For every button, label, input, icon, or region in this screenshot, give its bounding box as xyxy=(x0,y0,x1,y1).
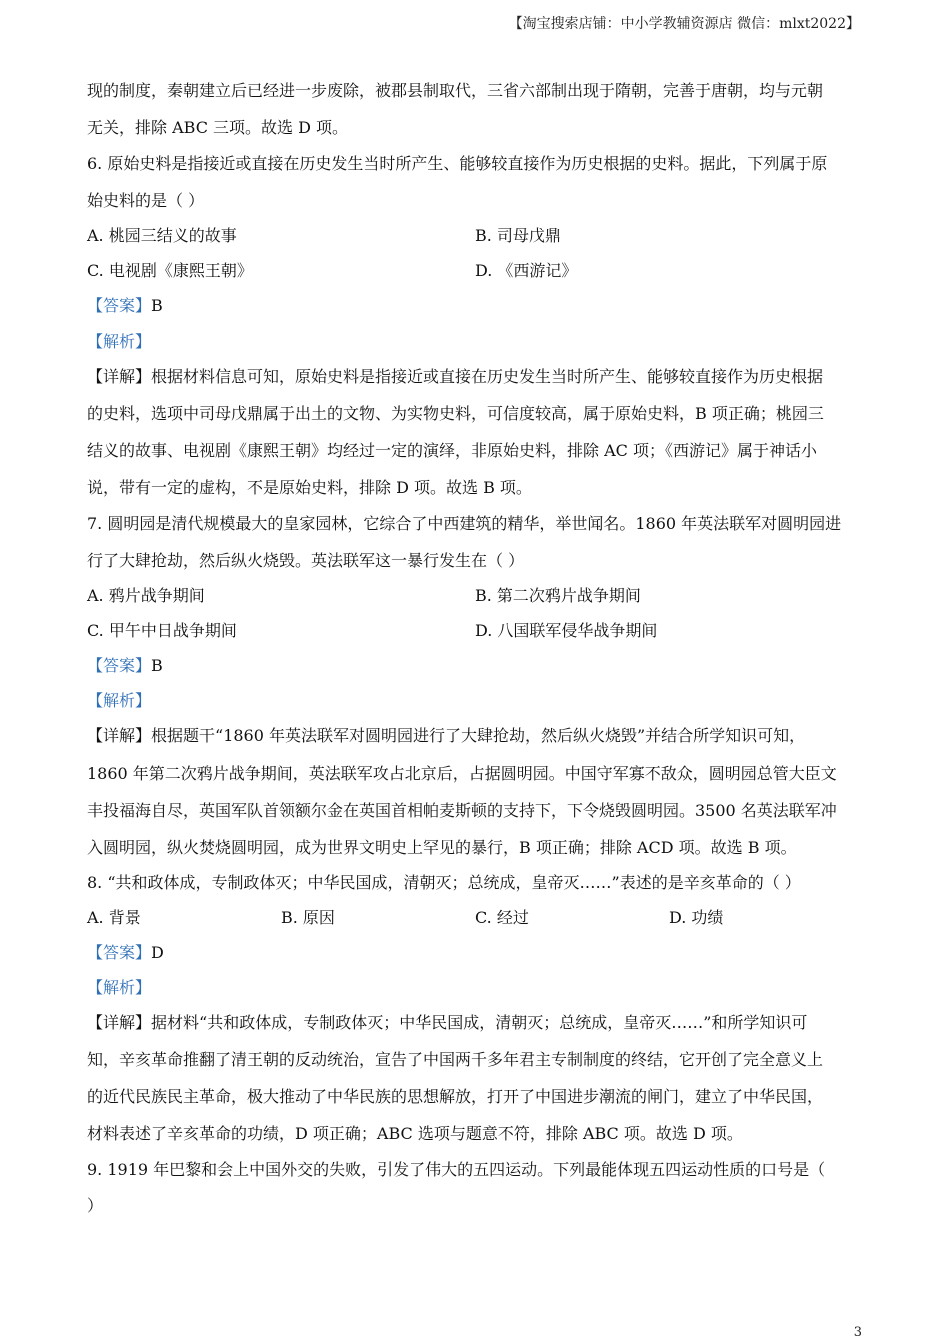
q8-detail: 材料表述了辛亥革命的功绩，D 项正确；ABC 选项与题意不符，排除 ABC 项。故选 D 项。 xyxy=(87,1124,743,1143)
detail-text: 据材料“共和政体成，专制政体灭；中华民国成，清朝灭；总统成，皇帝灭……”和所学知识可 xyxy=(151,1013,808,1032)
q6-option-d: D. 《西游记》 xyxy=(475,261,578,280)
answer-tag: 【答案】 xyxy=(87,296,152,315)
q6-stem: 6. 原始史料是指接近或直接在历史发生当时所产生、能够较直接作为历史根据的史料。据此，下列属于原 xyxy=(87,154,828,173)
answer-tag: 【答案】 xyxy=(87,656,152,675)
q7-option-c: C. 甲午中日战争期间 xyxy=(87,621,237,640)
q6-option-b: B. 司母戊鼎 xyxy=(475,226,561,245)
q6-option-c: C. 电视剧《康熙王朝》 xyxy=(87,261,253,280)
detail-tag: 【详解】 xyxy=(87,367,152,386)
q8-option-b: B. 原因 xyxy=(281,908,335,927)
q7-stem: 7. 圆明园是清代规模最大的皇家园林，它综合了中西建筑的精华，举世闻名。1860 年英法联军对圆明园进 xyxy=(87,514,842,533)
q6-detail: 的史料，选项中司母戊鼎属于出土的文物、为实物史料，可信度较高，属于原始史料，B 项正确；桃园三 xyxy=(87,404,824,423)
q8-option-d: D. 功绩 xyxy=(669,908,724,927)
q8-analysis-heading xyxy=(87,978,862,998)
q9-stem: 9. 1919 年巴黎和会上中国外交的失败，引发了伟大的五四运动。下列最能体现五四运动性质的口号是（ xyxy=(87,1160,826,1179)
q6-detail: 说，带有一定的虚构，不是原始史料，排除 D 项。故选 B 项。 xyxy=(87,478,532,497)
q6-detail: 结义的故事、电视剧《康熙王朝》均经过一定的演绎，非原始史料，排除 AC 项；《西游记》属于神话小 xyxy=(87,441,817,460)
q7-answer xyxy=(87,656,862,676)
page-number: 3 xyxy=(853,1325,862,1340)
q9-stem: ） xyxy=(87,1196,104,1215)
detail-text: 根据材料信息可知，原始史料是指接近或直接在历史发生当时所产生、能够较直接作为历史根据 xyxy=(151,367,824,386)
q7-detail: 入圆明园，纵火焚烧圆明园，成为世界文明史上罕见的暴行，B 项正确；排除 ACD 项。故选 B 项。 xyxy=(87,838,797,857)
q6-option-a: A. 桃园三结义的故事 xyxy=(87,226,237,245)
answer-value: D xyxy=(151,943,164,962)
q7-stem: 行了大肆抢劫，然后纵火烧毁。英法联军这一暴行发生在（ ） xyxy=(87,551,525,570)
q8-detail xyxy=(87,1013,862,1033)
analysis-tag: 【解析】 xyxy=(87,691,152,710)
q8-answer xyxy=(87,943,862,963)
q7-detail: 1860 年第二次鸦片战争期间，英法联军攻占北京后，占据圆明园。中国守军寡不敌众，圆明园总管大臣文 xyxy=(87,764,837,783)
store-header: 【淘宝搜索店铺：中小学教辅资源店 微信：mlxt2022】 xyxy=(508,16,860,32)
prev-answer-line: 现的制度，秦朝建立后已经进一步废除，被郡县制取代，三省六部制出现于隋朝，完善于唐朝，均与元朝 xyxy=(87,81,824,100)
q8-detail: 知，辛亥革命推翻了清王朝的反动统治，宣告了中国两千多年君主专制制度的终结，它开创了完全意义上 xyxy=(87,1050,824,1069)
answer-value: B xyxy=(151,656,163,675)
answer-tag: 【答案】 xyxy=(87,943,152,962)
q8-option-c: C. 经过 xyxy=(475,908,529,927)
q6-answer xyxy=(87,296,862,316)
q7-detail xyxy=(87,726,862,746)
q7-analysis-heading xyxy=(87,691,862,711)
q6-analysis-heading xyxy=(87,332,862,352)
detail-text: 根据题干“1860 年英法联军对圆明园进行了大肆抢劫，然后纵火烧毁”并结合所学知识可知， xyxy=(151,726,806,745)
q6-detail xyxy=(87,367,862,387)
q7-option-b: B. 第二次鸦片战争期间 xyxy=(475,586,641,605)
answer-value: B xyxy=(151,296,163,315)
q6-stem: 始史料的是（ ） xyxy=(87,191,205,210)
q7-option-a: A. 鸦片战争期间 xyxy=(87,586,205,605)
q8-option-a: A. 背景 xyxy=(87,908,141,927)
prev-answer-line: 无关，排除 ABC 三项。故选 D 项。 xyxy=(87,118,349,137)
q8-stem: 8. “共和政体成，专制政体灭；中华民国成，清朝灭；总统成，皇帝灭……”表述的是辛亥革命的（ ） xyxy=(87,873,801,892)
detail-tag: 【详解】 xyxy=(87,1013,152,1032)
detail-tag: 【详解】 xyxy=(87,726,152,745)
q7-option-d: D. 八国联军侵华战争期间 xyxy=(475,621,658,640)
analysis-tag: 【解析】 xyxy=(87,332,152,351)
q8-detail: 的近代民族民主革命，极大推动了中华民族的思想解放，打开了中国进步潮流的闸门，建立了中华民国， xyxy=(87,1087,824,1106)
q7-detail: 丰投福海自尽，英国军队首领额尔金在英国首相帕麦斯顿的支持下，下令烧毁圆明园。3500 名英法联军冲 xyxy=(87,801,837,820)
analysis-tag: 【解析】 xyxy=(87,978,152,997)
